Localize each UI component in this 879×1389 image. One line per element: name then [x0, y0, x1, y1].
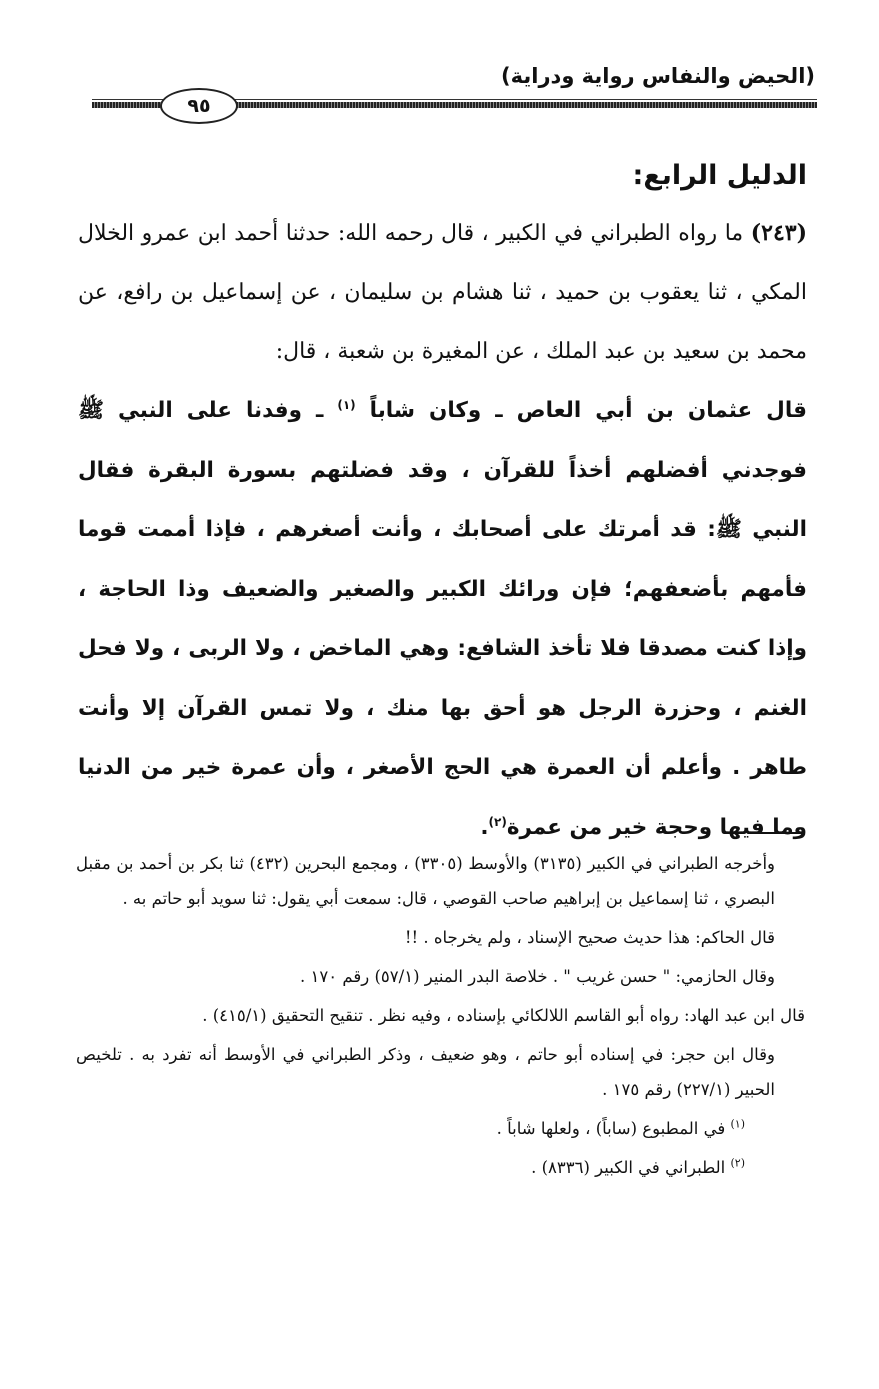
isnad-text: ما رواه الطبراني في الكبير ، قال رحمه الله: حدثنا أحمد ابن عمرو الخلال المكي ، ثنا يعقوب بن حميد ، ثنا هشام بن سليمان ، عن إسماعيل بن رافع، عن محمد بن سعيد بن عبد الملك ، عن المغيرة بن شعبة ، قال: [78, 221, 807, 364]
paragraph-isnad [78, 204, 807, 381]
footnote-takhrij: وأخرجه الطبراني في الكبير (٣١٣٥) والأوسط (٣٣٠٥) ، ومجمع البحرين (٤٣٢) ثنا بكر بن أحمد بن مقبل البصري ، ثنا إسماعيل بن إبراهيم صاحب القوصي ، قال: سمعت أبي يقول: ثنا سويد أبو حاتم به . [76, 854, 775, 908]
main-text [78, 148, 807, 857]
matn-text-main: ـ وفدنا على النبي ﷺ فوجدني أفضلهم أخذاً للقرآن ، وقد فضلتهم بسورة البقرة فقال النبي ﷺ: قد أمرتك على أصحابك ، وأنت أصغرهم ، فإذا أممت قوما فأمهم بأضعفهم؛ فإن ورائك الكبير والصغير والضعيف وذا الحاجة ، وإذا كنت مصدقا فلا تأخذ الشافع: وهي الماخض ، ولا الربى ، ولا فحل الغنم ، وحزرة الرجل هو أحق بها منك ، ولا تمس القرآن إلا وأنت طاهر . وأعلم أن العمرة هي الحج الأصغر ، وأن عمرة خير من الدنيا وما فيها وحجة خير من عمرة [78, 398, 807, 840]
footnote-ibn-hajar: وقال ابن حجر: في إسناده أبو حاتم ، وهو ضعيف ، وذكر الطبراني في الأوسط أنه تفرد به . تلخيص الحبير (٢٢٧/١) رقم ١٧٥ . [76, 1045, 775, 1099]
footnote-ref-1: (١) [337, 397, 356, 412]
paragraph-matn [78, 381, 807, 857]
hadith-number: (٢٤٣) [750, 220, 807, 246]
footnote-2 [76, 1150, 805, 1185]
footnote-separator [751, 832, 803, 834]
section-heading: الدليل الرابع: [632, 160, 807, 191]
footnotes [76, 846, 805, 1189]
running-title: (الحيض والنفاس رواية ودراية) [501, 64, 815, 88]
footnote-1 [76, 1111, 805, 1146]
matn-text-end: . [480, 814, 489, 840]
footnote-1-text: في المطبوع (ساباً) ، ولعلها شاباً . [496, 1119, 726, 1138]
footnote-2-mark: (٢) [730, 1156, 745, 1170]
footnote-2-text: الطبراني في الكبير (٨٣٣٦) . [531, 1158, 726, 1177]
footnote-ibn-abd-alhadi: قال ابن عبد الهاد: رواه أبو القاسم اللالكائي بإسناده ، وفيه نظر . تنقيح التحقيق (٤١٥/١) . [202, 1006, 805, 1025]
footnote-hakim: قال الحاكم: هذا حديث صحيح الإسناد ، ولم يخرجاه . !! [404, 928, 775, 947]
footnote-ref-2: (٢) [488, 814, 507, 829]
matn-text-start: قال عثمان بن أبي العاص ـ وكان شاباً [369, 398, 807, 423]
footnote-hazimi: وقال الحازمي: " حسن غريب " . خلاصة البدر المنير (٥٧/١) رقم ١٧٠ . [300, 967, 775, 986]
footnote-1-mark: (١) [730, 1117, 745, 1131]
page-number: ٩٥ [160, 88, 238, 124]
